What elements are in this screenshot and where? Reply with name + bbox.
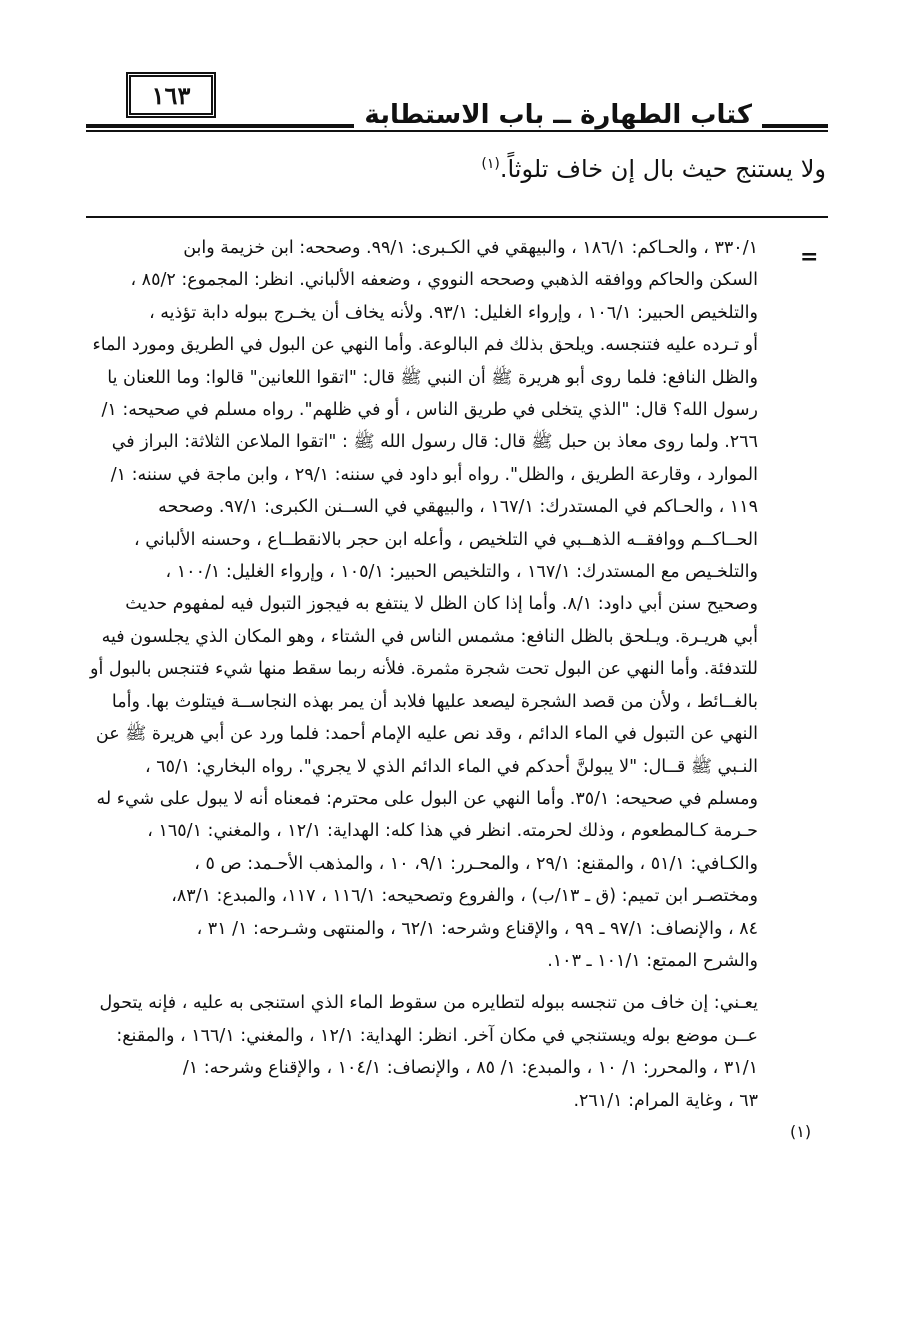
footnote-line: حـرمة كـالمطعوم ، وذلك لحرمته. انظر في هذا كله: الهداية: ١٢/١ ، والمغني: ١٦٥/١ ، (147, 821, 758, 842)
footnote-line: ٨٤ ، والإنصاف: ٩٧/١ ـ ٩٩ ، والإقناع وشرحه: ٦٢/١ ، والمنتهى وشـرحه: ١/ ٣١ ، (196, 918, 758, 939)
footnote-line: ومختصـر ابن تميم: (ق ـ ١٣/ب) ، والفروع وتصحيحه: ١١٦/١ ، ١١٧، والمبدع: ٨٣/١، (171, 886, 758, 907)
continuation-marker: = (800, 244, 819, 270)
footnote-continued (78, 232, 758, 977)
footnote-line: النهي عن التبول في الماء الدائم ، وقد نص عليه الإمام أحمد: فلما ورد عن أبي هريرة ﷺ عن (95, 724, 758, 745)
footnote-line: السكن والحاكم ووافقه الذهبي وصححه النووي ، وضعفه الألباني. انظر: المجموع: ٨٥/٢ ، (130, 270, 758, 291)
footnote-line: والتلخيص الحبير: ١٠٦/١ ، وإرواء الغليل: ٩٣/١. ولأنه يخاف أن يخـرج ببوله دابة تؤذيه ، (149, 302, 758, 323)
footnote-line: والشرح الممتع: ١٠١/١ ـ ١٠٣. (547, 950, 758, 971)
footnote-line: ٣١/١ ، والمحرر: ١/ ١٠ ، والمبدع: ١/ ٨٥ ، والإنصاف: ١٠٤/١ ، والإقناع وشرحه: ١/ (182, 1058, 758, 1079)
footnote-reference: (١) (481, 156, 500, 172)
footnote-line: والظل النافع: فلما روى أبو هريرة ﷺ أن النبي ﷺ قال: "اتقوا اللعانين" قالوا: وما اللعنان يا (107, 367, 758, 388)
footnote-line: بالغــائط ، ولأن من قصد الشجرة ليصعد عليها فلابد أن يمر بهذه النجاســة فيتلوث بها. وأما (111, 691, 758, 712)
page-number: ١٦٣ (126, 72, 216, 118)
footnote-line: النـبي ﷺ قــال: "لا يبولنَّ أحدكم في الماء الدائم الذي لا يجري". رواه البخاري: ٦٥/١ ، (145, 756, 758, 777)
footnote-line: للتدفئة. وأما النهي عن البول تحت شجرة مثمرة. فلأنه ربما سقط منها شيء فتنجس بالبول أو (90, 659, 758, 680)
footnote-line: أو تـرده عليه فتنجسه. ويلحق بذلك فم البالوعة. وأما النهي عن البول في الطريق ومورد الماء (92, 335, 758, 356)
footnote-line: يعـني: إن خاف من تنجسه ببوله لتطايره من سقوط الماء الذي استنجى به عليه ، فإنه يتحول (99, 993, 758, 1014)
footnote-line: ١١٩ ، والحـاكم في المستدرك: ١٦٧/١ ، والبيهقي في الســنن الكبرى: ٩٧/١. وصححه (158, 497, 758, 518)
main-text-body: ولا يستنج حيث بال إن خاف تلوثاً. (499, 155, 826, 183)
footnote-line: أبي هريـرة. ويـلحق بالظل النافع: مشمس الناس في الشتاء ، وهو المكان الذي يجلسون فيه (101, 626, 758, 647)
footnote-line: وصحيح سنن أبي داود: ٨/١. وأما إذا كان الظل لا ينتفع به فيجوز التبول فيه لمفهوم حديث (125, 594, 758, 615)
footnotes-area (78, 232, 758, 1127)
footnote-line: ٢٦٦. ولما روى معاذ بن حبل ﷺ قال: قال رسول الله ﷺ : "اتقوا الملاعن الثلاثة: البراز في (111, 432, 758, 453)
footnote-line: الموارد ، وقارعة الطريق ، والظل". رواه أبو داود في سننه: ٢٩/١ ، وابن ماجة في سننه: ١/ (110, 464, 758, 485)
footnote-line: رسول الله؟ قال: "الذي يتخلى في طريق الناس ، أو في ظلهم". رواه مسلم في صحيحه: ١/ (101, 400, 758, 421)
footnote-line: الحــاكــم ووافقــه الذهــبي في التلخيص ، وأعله ابن حجر بالانقطــاع ، وحسنه الألباني ، (134, 529, 758, 550)
main-text (481, 155, 826, 183)
header-rule-thin (86, 130, 828, 132)
footnote-line: عــن موضع بوله ويستنجي في مكان آخر. انظر: الهداية: ١٢/١ ، والمغني: ١٦٦/١ ، والمقنع: (116, 1025, 758, 1046)
footnote-line: ٦٣ ، وغاية المرام: ٢٦١/١. (573, 1090, 758, 1111)
footnote-line: ٣٣٠/١ ، والحـاكم: ١٨٦/١ ، والبيهقي في الكـبرى: ٩٩/١. وصححه: ابن خزيمة وابن (183, 238, 758, 258)
footnote-line: والتلخـيص مع المستدرك: ١٦٧/١ ، والتلخيص الحبير: ١٠٥/١ ، وإرواء الغليل: ١٠٠/١ ، (165, 562, 758, 583)
footnote-1-marker: (١) (790, 1122, 812, 1141)
footnote-1 (78, 987, 758, 1117)
footnote-separator (86, 216, 828, 218)
footnote-line: ومسلم في صحيحه: ٣٥/١. وأما النهي عن البول على محترم: فمعناه أنه لا يبول على شيء له (96, 788, 758, 809)
footnote-line: والكـافي: ٥١/١ ، والمقنع: ٢٩/١ ، والمحـرر: ٩/١، ١٠ ، والمذهب الأحـمد: ص ٥ ، (194, 853, 758, 874)
running-title: كتاب الطهارة ــ باب الاستطابة (354, 100, 762, 130)
